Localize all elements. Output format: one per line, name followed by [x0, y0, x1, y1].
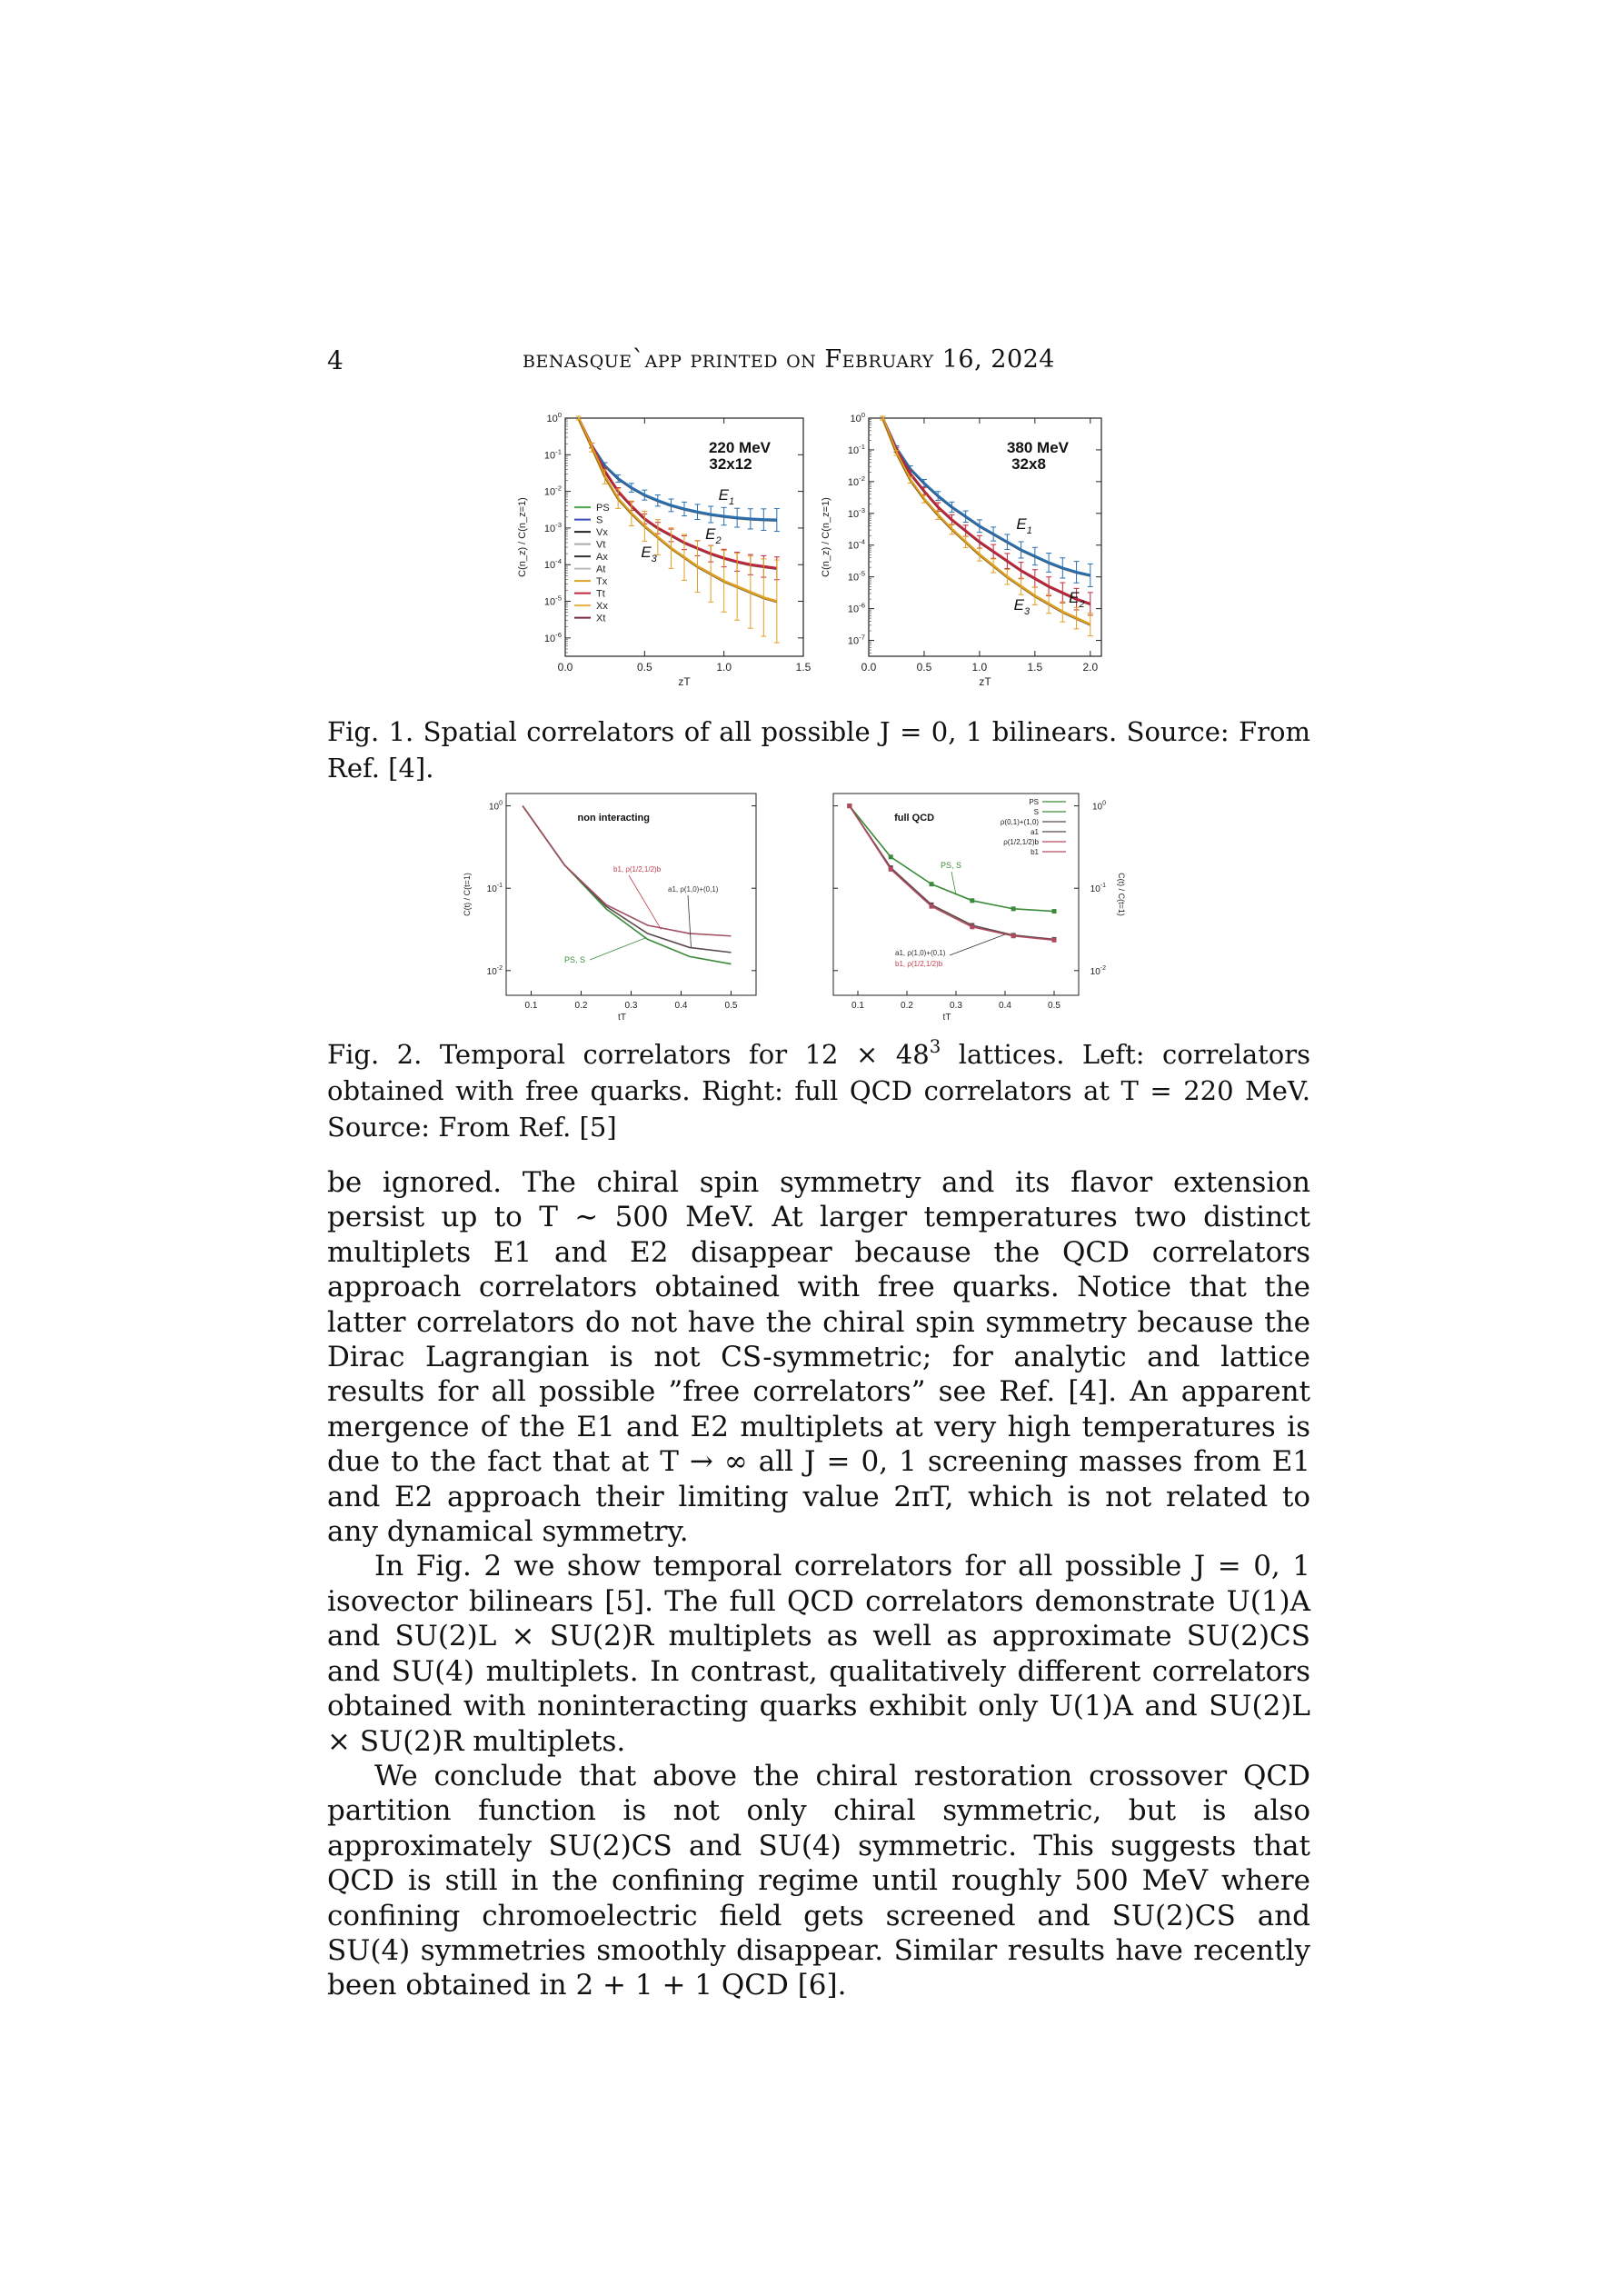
data-marker: [889, 867, 893, 872]
x-axis-label: tT: [618, 1013, 626, 1023]
data-marker: [1052, 938, 1057, 943]
annotation-arrow: [950, 934, 1005, 955]
panel-title: 220 MeV: [708, 439, 772, 456]
y-tick-label: $10^{-5}$: [847, 569, 865, 584]
body-text: [327, 1165, 1310, 2003]
annotation-arrow: [629, 875, 662, 930]
paragraph-3: We conclude that above the chiral restoration crossover QCD partition function is not only chiral symmetric, but is also approximately SU(2)CS and SU(4) symmetric. This suggests that QCD is still in the confining regime until roughly 500 MeV where confining chromoelectric field gets screened and SU(2)CS and SU(4) symmetries smoothly disappear. Similar results have recently been obtained in 2 + 1 + 1 QCD [6].: [327, 1759, 1310, 2002]
legend-label: PS: [596, 503, 610, 514]
series-label-E2: $E_2$: [705, 525, 722, 547]
panel-title: 380 MeV: [1006, 439, 1070, 456]
data-marker: [970, 898, 974, 903]
data-marker: [889, 854, 893, 859]
legend-label: Vt: [596, 539, 606, 551]
series-line-1: [523, 806, 731, 953]
y-tick-label: $10^{-2}$: [847, 474, 865, 488]
x-tick-label: 0.0: [557, 661, 573, 674]
figure-2-caption-prefix: Fig. 2. Temporal correlators for 12 × 48: [327, 1039, 930, 1070]
x-tick-label: 0.4: [999, 1001, 1011, 1011]
annotation-label: a1, ρ(1,0)+(0,1): [668, 885, 719, 893]
y-axis-label: C(t) / C(t=1): [463, 873, 472, 916]
x-tick-label: 0.5: [724, 1001, 738, 1011]
y-tick-label: $10^{-4}$: [847, 537, 865, 552]
fig1-panel-1: [821, 411, 1101, 688]
plot-frame: [506, 794, 756, 995]
figure-2: [327, 786, 1309, 1023]
paragraph-2: In Fig. 2 we show temporal correlators for all possible J = 0, 1 isovector bilinears [5]. The full QCD correlators demonstrate U(1)A and SU(2)L × SU(2)R multiplets as well as approximate SU(2)CS and SU(4) multiplets. In contrast, qualitatively different correlators obtained with noninteracting quarks exhibit only U(1)A and SU(2)L × SU(2)R multiplets.: [327, 1550, 1310, 1758]
y-tick-label: $10^0$: [850, 411, 865, 424]
legend-label: S: [1033, 808, 1039, 816]
legend-label: ρ(1/2,1/2)b: [1003, 838, 1039, 846]
series-label-E1: $E_1$: [1016, 515, 1032, 537]
y-tick-label: $10^{-6}$: [847, 601, 865, 615]
fig2-panel-1: [833, 794, 1126, 1023]
data-marker: [930, 882, 934, 886]
x-tick-label: 1.0: [716, 661, 732, 674]
data-marker: [847, 804, 851, 808]
x-tick-label: 2.0: [1082, 661, 1099, 674]
panel-title: 32x8: [1011, 455, 1046, 473]
figure-2-caption-rest: lattices. Left: correlators obtained with free quarks. Right: full QCD correlators at T = 220 MeV. Source: From Ref. [5]: [327, 1039, 1311, 1143]
data-marker: [970, 924, 974, 929]
x-tick-label: 1.0: [971, 661, 988, 674]
x-axis-label: zT: [979, 675, 991, 688]
panel-title: 32x12: [709, 455, 752, 473]
legend-label: PS: [1029, 798, 1039, 806]
legend-label: At: [596, 564, 606, 575]
annotation-label: b1, ρ(1/2,1/2)b: [613, 865, 662, 873]
panel-title: non interacting: [577, 813, 650, 824]
annotation-label: PS, S: [564, 955, 586, 964]
figure-2-svg: [327, 786, 1309, 1023]
x-tick-label: 0.2: [574, 1001, 588, 1011]
legend-label: Ax: [596, 552, 608, 564]
fig2-panel-0: [463, 794, 756, 1023]
legend-label: S: [596, 514, 603, 526]
data-marker: [1052, 909, 1057, 913]
data-marker: [1011, 933, 1016, 938]
series-label-E2: $E_2$: [1069, 589, 1085, 611]
annotation-arrow: [951, 872, 956, 894]
series-label-E1: $E_1$: [718, 486, 735, 508]
legend-label: b1: [1031, 848, 1039, 856]
figure-1: [327, 400, 1309, 700]
y-tick-label: $10^0$: [488, 800, 503, 813]
legend-label: Tx: [596, 576, 608, 588]
y-tick-label: $10^{-3}$: [543, 520, 562, 534]
series-label-E3: $E_3$: [641, 543, 657, 564]
legend-label: Vx: [596, 527, 608, 539]
x-tick-label: 0.5: [1048, 1001, 1060, 1011]
y-tick-label: $10^{-1}$: [543, 447, 562, 462]
annotation-arrow: [590, 938, 646, 960]
y-tick-label: $10^{-1}$: [1090, 883, 1106, 895]
x-axis-label: zT: [678, 675, 691, 688]
y-tick-label: $10^0$: [1091, 800, 1106, 813]
legend-label: Xt: [596, 613, 606, 624]
x-tick-label: 0.1: [851, 1001, 864, 1011]
y-tick-label: $10^{-4}$: [543, 557, 562, 572]
y-tick-label: $10^{-5}$: [543, 594, 562, 608]
y-tick-label: $10^{-3}$: [847, 505, 865, 520]
y-axis-label: C(n_z) / C(n_z=1): [821, 497, 831, 577]
annotation-label: PS, S: [941, 861, 962, 870]
fig1-panel-0: [517, 411, 812, 688]
x-tick-label: 0.5: [636, 661, 652, 674]
x-tick-label: 0.1: [524, 1001, 538, 1011]
y-tick-label: $10^{-7}$: [847, 633, 865, 647]
series-label-E3: $E_3$: [1013, 596, 1031, 618]
x-tick-label: 0.4: [674, 1001, 688, 1011]
x-tick-label: 0.0: [861, 661, 877, 674]
x-tick-label: 0.5: [916, 661, 932, 674]
annotation-label: b1, ρ(1/2,1/2)b: [895, 960, 943, 968]
figure-2-caption: [327, 1036, 1310, 1145]
x-tick-label: 0.3: [624, 1001, 638, 1011]
annotation-label: a1, ρ(1,0)+(0,1): [895, 949, 946, 957]
y-tick-label: $10^{-1}$: [486, 883, 503, 895]
legend-label: Tt: [596, 588, 605, 600]
running-head: benasque`app printed on February 16, 2024: [523, 345, 1055, 374]
legend-label: a1: [1031, 828, 1039, 836]
y-tick-label: $10^{-2}$: [1090, 964, 1106, 977]
figure-1-caption: Fig. 1. Spatial correlators of all possible J = 0, 1 bilinears. Source: From Ref. [4].: [327, 716, 1310, 784]
y-tick-label: $10^{-2}$: [543, 484, 562, 498]
y-tick-label: $10^{-2}$: [486, 964, 503, 977]
annotation-arrow: [688, 895, 692, 947]
legend-label: ρ(0,1)+(1,0): [1000, 818, 1039, 826]
figure-1-svg: [327, 400, 1309, 700]
x-tick-label: 0.3: [950, 1001, 962, 1011]
figure-2-caption-sup: 3: [929, 1036, 941, 1057]
data-marker: [930, 904, 934, 909]
x-tick-label: 1.5: [1027, 661, 1043, 674]
x-tick-label: 0.2: [901, 1001, 913, 1011]
data-marker: [1011, 906, 1016, 911]
legend-label: Xx: [596, 601, 608, 613]
x-tick-label: 1.5: [795, 661, 812, 674]
x-axis-label: tT: [942, 1013, 951, 1023]
y-tick-label: $10^0$: [546, 411, 562, 424]
paragraph-1: be ignored. The chiral spin symmetry and its flavor extension persist up to T ∼ 500 MeV. At larger temperatures two distinct multiplets E1 and E2 disappear because the QCD correlators approach correlators obtained with free quarks. Notice that the latter correlators do not have the chiral spin symmetry because the Dirac Lagrangian is not CS-symmetric; for analytic and lattice results for all possible ”free correlators” see Ref. [4]. An apparent mergence of the E1 and E2 multiplets at very high temperatures is due to the fact that at T → ∞ all J = 0, 1 screening masses from E1 and E2 approach their limiting value 2πT, which is not related to any dynamical symmetry.: [327, 1166, 1310, 1549]
y-axis-label: C(n_z) / C(n_z=1): [517, 497, 528, 577]
page-number: 4: [327, 345, 344, 375]
panel-title: full QCD: [894, 813, 935, 824]
y-tick-label: $10^{-1}$: [847, 442, 865, 456]
y-axis-label: C(t) / C(t=1): [1117, 873, 1126, 916]
y-tick-label: $10^{-6}$: [543, 630, 562, 644]
